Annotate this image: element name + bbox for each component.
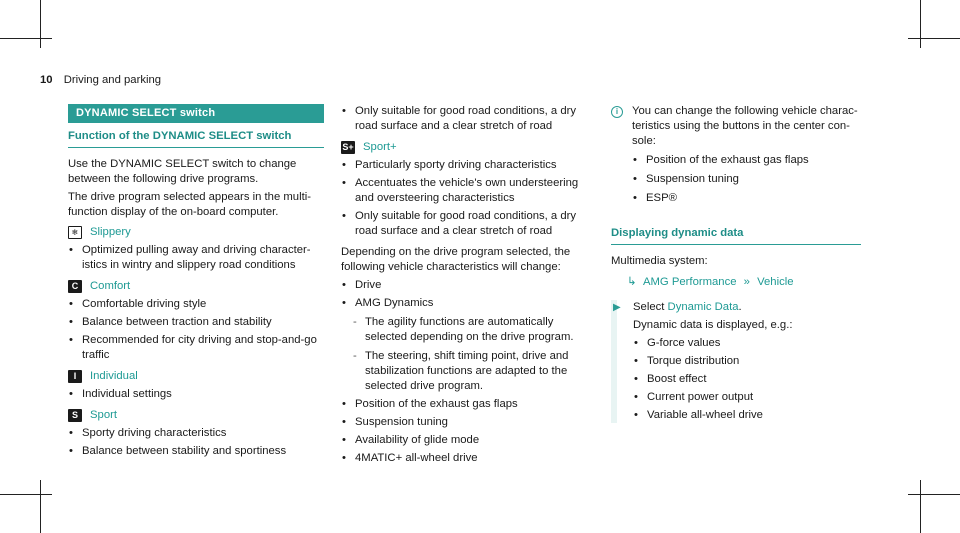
list-item: • G-force values (633, 336, 867, 351)
list-item: • Particularly sporty driving characteristics (341, 158, 597, 173)
list-item: • Position of the exhaust gas flaps (632, 153, 867, 168)
column-right (611, 104, 867, 423)
mode-sport (68, 408, 324, 423)
slippery-icon: ❄ (68, 226, 82, 239)
list-item: • Recommended for city driving and stop-and-go traffic (68, 333, 324, 363)
list-item: • Accentuates the vehicle's own understeering and oversteering characteristics (341, 176, 597, 206)
list-item: • AMG Dynamics (341, 296, 597, 311)
path-item: Vehicle (757, 276, 794, 288)
list-item: • Position of the exhaust gas flaps (341, 397, 597, 412)
subheading: Function of the DYNAMIC SELECT switch (68, 129, 324, 148)
step-arrow-icon: ▶ (613, 302, 621, 313)
list-item: • Balance between stability and sportiness (68, 444, 324, 459)
list-item: • Drive (341, 278, 597, 293)
mode-label: Comfort (90, 280, 131, 292)
mode-label: Slippery (90, 226, 131, 238)
list-item: • Suspension tuning (341, 415, 597, 430)
list-item: • Availability of glide mode (341, 433, 597, 448)
list-item: • Variable all-wheel drive (633, 408, 867, 423)
sub-list-item: - The steering, shift timing point, drive and stabilization functions are adapted to the selected drive program. (341, 349, 597, 394)
crop-mark (40, 0, 41, 48)
step-suffix: . (738, 301, 742, 313)
page-header (40, 73, 161, 88)
list-item: • Individual settings (68, 387, 324, 402)
list-item: • Only suitable for good road conditions, a dry road surface and a clear stretch of road (341, 104, 597, 134)
crop-mark (0, 494, 52, 495)
list-item: • Optimized pulling away and driving character-istics in wintry and slippery road conditions (68, 243, 324, 273)
double-chevron-icon: » (743, 276, 750, 288)
individual-icon: I (68, 370, 82, 383)
step-text: Dynamic data is displayed, e.g.: (633, 319, 793, 331)
list-item: • Sporty driving characteristics (68, 426, 324, 441)
path-item: AMG Performance (642, 276, 737, 288)
crop-mark (40, 480, 41, 533)
list-item: • Comfortable driving style (68, 297, 324, 312)
menu-path (611, 275, 867, 290)
paragraph: Multimedia system: (611, 255, 708, 267)
paragraph: Depending on the drive program selected, the following vehicle characteristics will change: (341, 246, 571, 273)
column-middle (341, 104, 597, 466)
list-item: • Suspension tuning (632, 172, 867, 187)
mode-label: Individual (90, 370, 138, 382)
intro-paragraph: The drive program selected appears in the multi-function display of the on-board computer. (68, 191, 311, 218)
page-title: Driving and parking (63, 74, 162, 86)
sport-icon: S (68, 409, 82, 422)
list-item: • Torque distribution (633, 354, 867, 369)
note-text: You can change the following vehicle charac-teristics using the buttons in the center con-sole: (632, 105, 858, 147)
intro-paragraph: Use the DYNAMIC SELECT switch to change between the following drive programs. (68, 158, 297, 185)
list-item: • Boost effect (633, 372, 867, 387)
mode-slippery (68, 225, 324, 240)
crop-mark (920, 480, 921, 533)
list-item: • Only suitable for good road conditions, a dry road surface and a clear stretch of road (341, 209, 597, 239)
info-note (611, 104, 867, 206)
mode-sport-plus (341, 140, 597, 155)
section-title: DYNAMIC SELECT switch (68, 104, 324, 123)
page-number: 10 (40, 74, 53, 86)
return-arrow-icon: ↳ (627, 276, 637, 288)
column-left (68, 104, 324, 459)
sport-plus-icon: S+ (342, 142, 354, 152)
sub-list-item: - The agility functions are automatically selected depending on the drive program. (341, 315, 597, 345)
mode-label: Sport (90, 409, 118, 421)
list-item: • 4MATIC+ all-wheel drive (341, 451, 597, 466)
list-item: • Balance between traction and stability (68, 315, 324, 330)
list-item: • ESP® (632, 191, 867, 206)
crop-mark (908, 38, 960, 39)
mode-label: Sport+ (363, 141, 397, 153)
info-icon: i (611, 106, 623, 118)
comfort-icon: C (68, 280, 82, 293)
mode-comfort (68, 279, 324, 294)
instruction-step (611, 300, 867, 423)
step-link: Dynamic Data (667, 301, 739, 313)
crop-mark (920, 0, 921, 48)
subheading: Displaying dynamic data (611, 226, 861, 245)
list-item: • Current power output (633, 390, 867, 405)
crop-mark (908, 494, 960, 495)
mode-individual (68, 369, 324, 384)
step-prefix: Select (633, 301, 665, 313)
crop-mark (0, 38, 52, 39)
